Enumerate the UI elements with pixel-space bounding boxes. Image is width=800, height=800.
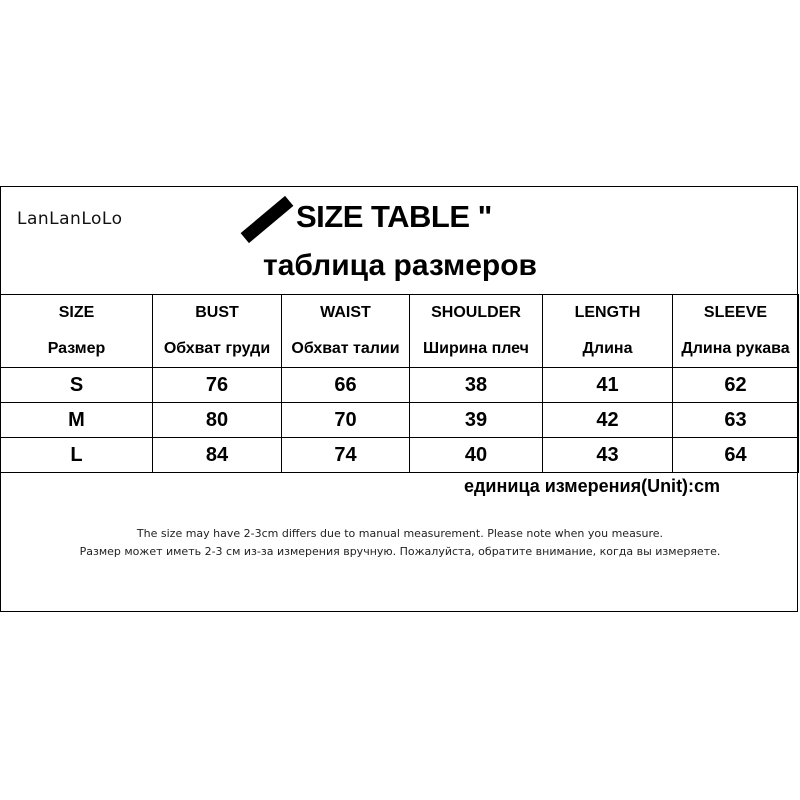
table-cell: 40 [410,438,543,473]
header-ru: Обхват талии [291,340,400,357]
table-cell: 38 [410,368,543,403]
header-en: SLEEVE [703,304,768,321]
table-cell: 42 [543,403,673,438]
table-cell: 80 [153,403,282,438]
header-ru: Обхват груди [163,340,271,357]
table-cell: 41 [543,368,673,403]
header-en: SHOULDER [431,304,521,321]
header-ru: Длина [582,340,633,357]
table-cell: 66 [282,368,410,403]
table-cell: 76 [153,368,282,403]
header-cell-waist [282,295,410,368]
unit-label: единица измерения(Unit):cm [464,476,721,496]
header-cell-bust [153,295,282,368]
table-cell: M [1,403,153,438]
header-ru: Длина рукава [681,340,790,357]
table-cell: 70 [282,403,410,438]
table-cell: 43 [543,438,673,473]
header-en: SIZE [58,304,95,321]
table-row [1,438,799,473]
title-english: SIZE TABLE " [296,199,492,234]
table-cell: S [1,368,153,403]
header-cell-length [543,295,673,368]
header-ru: Ширина плеч [423,340,529,357]
header-cell-size [1,295,153,368]
table-cell: 63 [673,403,799,438]
header-ru: Размер [47,340,106,357]
header-en: WAIST [320,304,371,321]
size-table [0,294,799,473]
table-cell: 39 [410,403,543,438]
table-cell: 84 [153,438,282,473]
table-cell: L [1,438,153,473]
header-en: LENGTH [574,304,641,321]
table-cell: 64 [673,438,799,473]
brand-logo: LanLanLoLo [17,209,123,229]
table-cell: 62 [673,368,799,403]
header-cell-sleeve [673,295,799,368]
table-cell: 74 [282,438,410,473]
table-header-row [1,295,799,368]
table-row [1,368,799,403]
note-russian: Размер может иметь 2-3 см из-за измерения вручную. Пожалуйста, обратите внимание, когда вы измеряете. [79,545,721,558]
title-russian: таблица размеров [263,249,537,282]
header-en: BUST [195,304,239,321]
note-english: The size may have 2-3cm differs due to manual measurement. Please note when you measure. [136,527,664,540]
table-row [1,403,799,438]
header-cell-shoulder [410,295,543,368]
